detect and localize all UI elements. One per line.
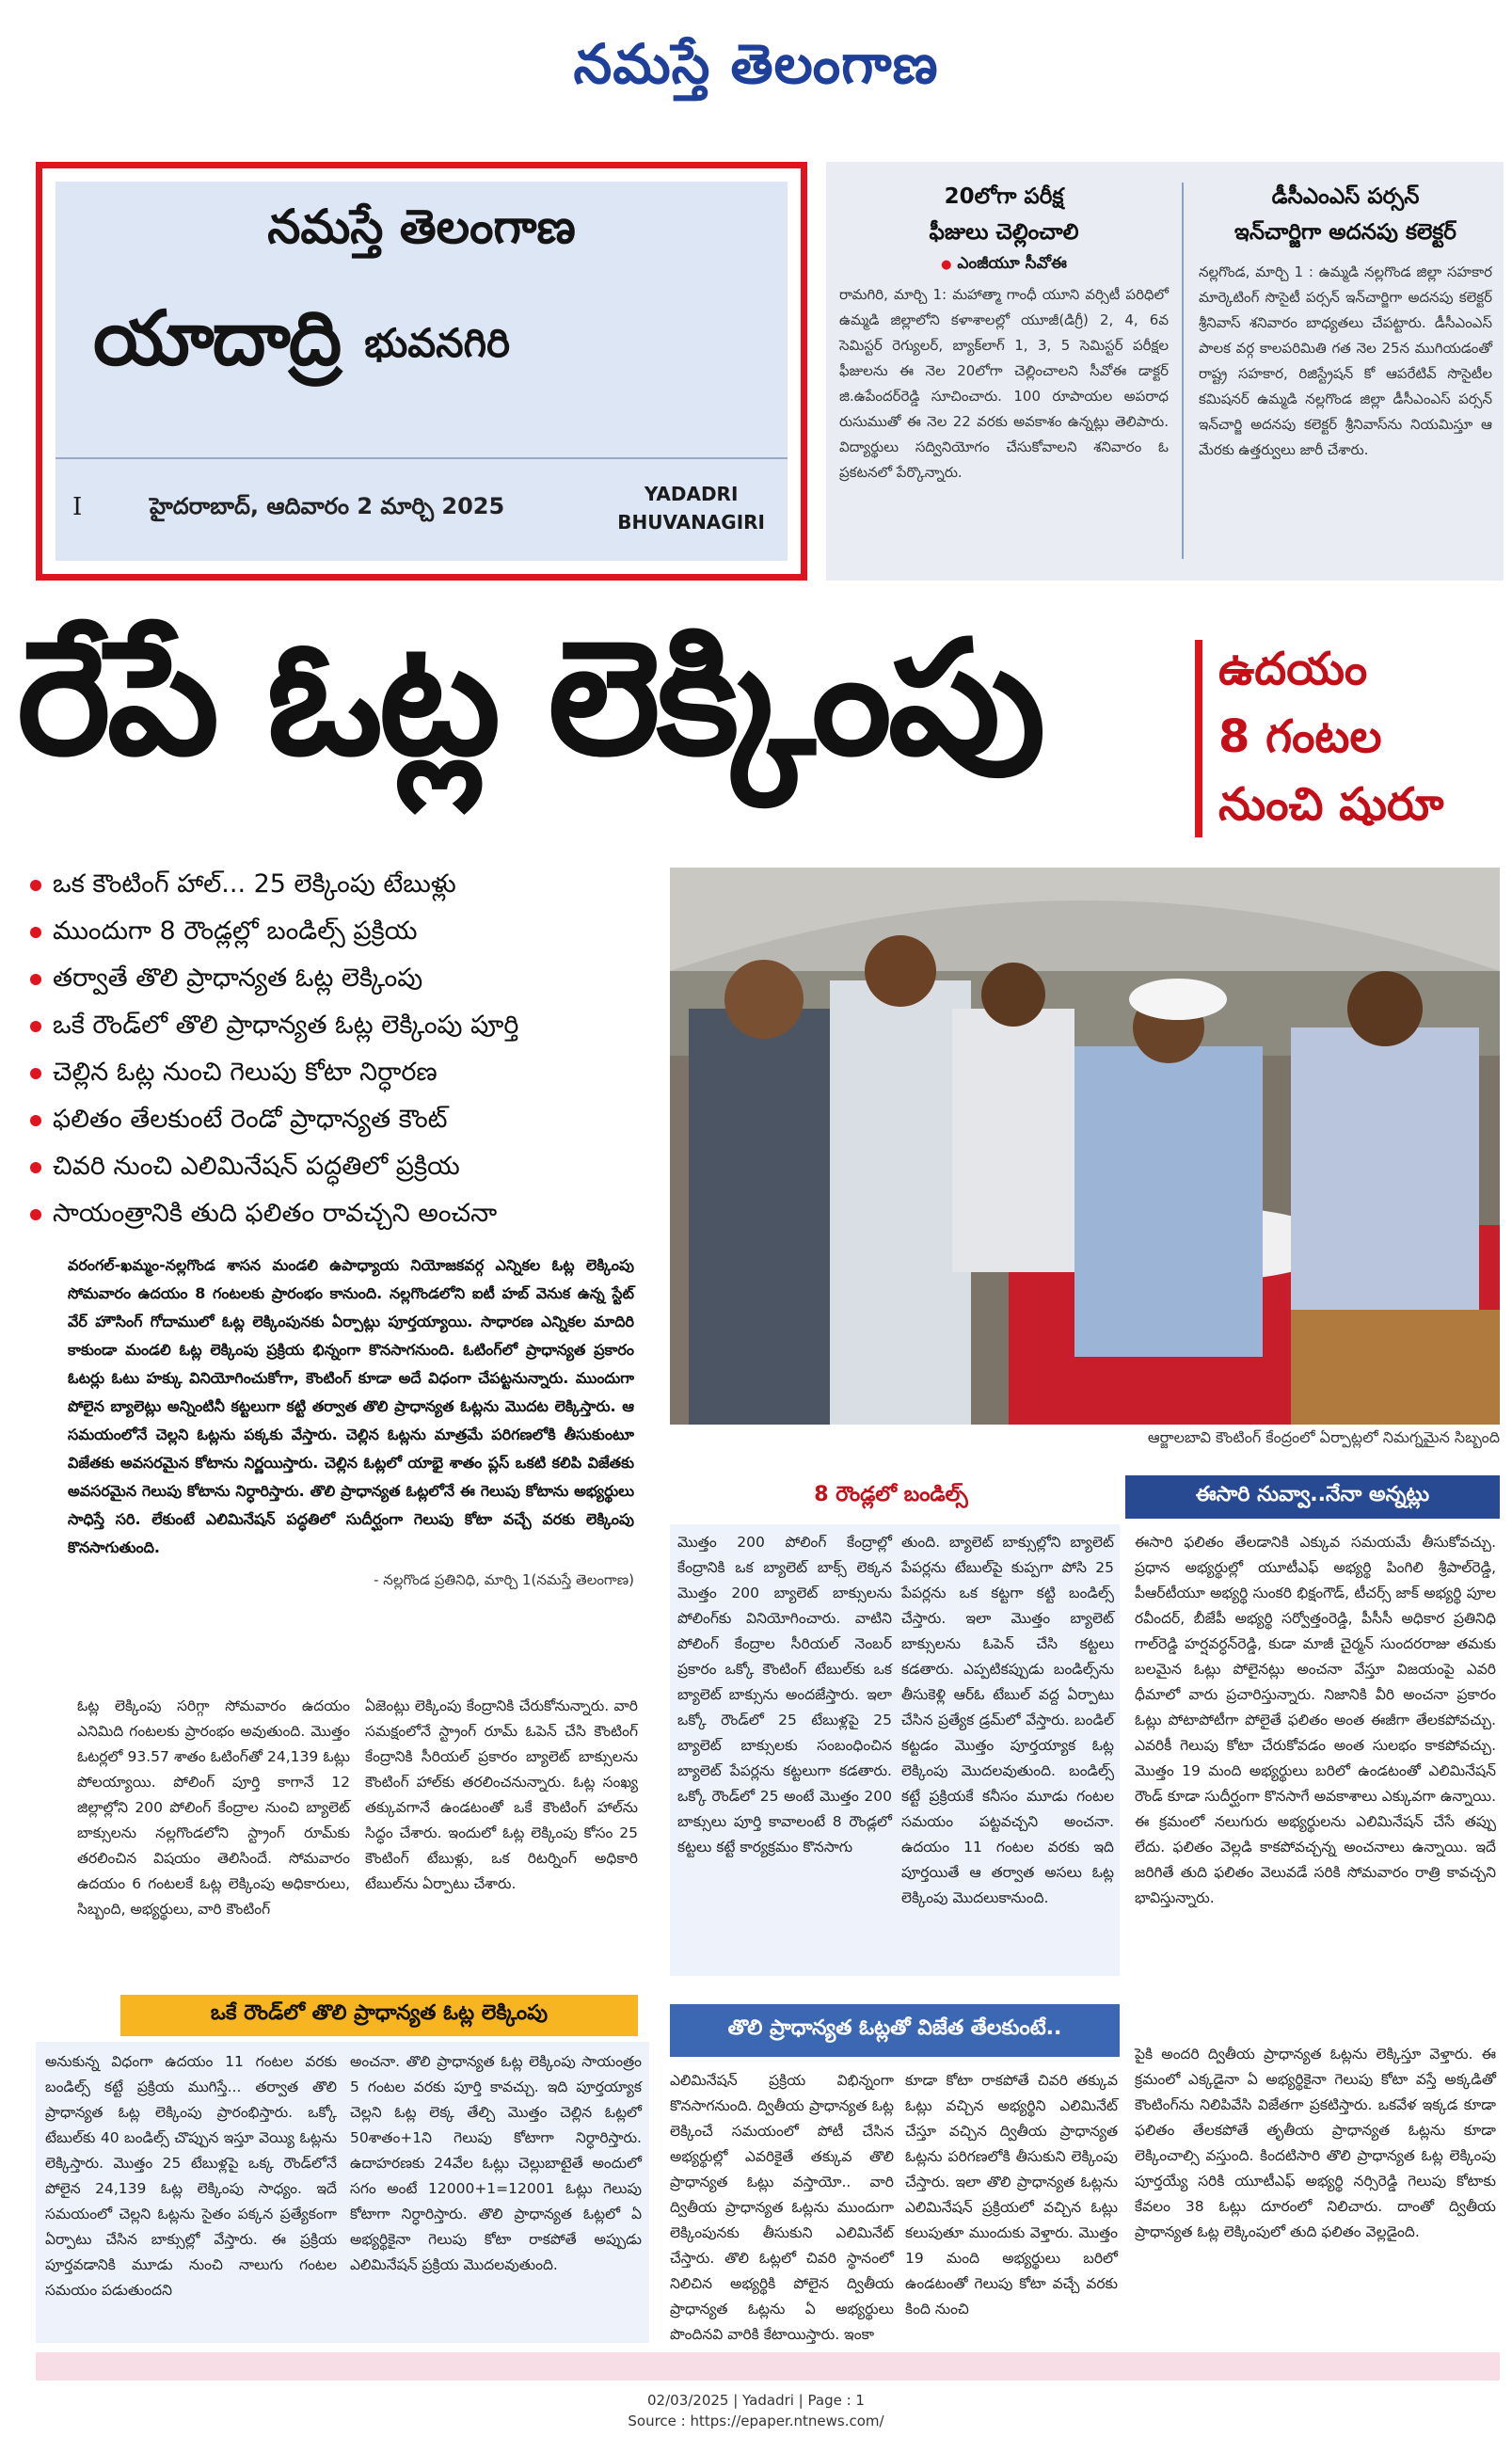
masthead	[0, 0, 1512, 141]
lead-article	[68, 1251, 634, 1592]
highlights-list	[28, 861, 649, 1237]
article-column: ఓట్ల లెక్కింపు సరిగ్గా సోమవారం ఉదయం ఎనిమిది గంటలకు ప్రారంభం అవుతుంది. మొత్తం ఓటర్లలో 93.57 శాతం ఓటింగ్‌తో 24,139 ఓట్లు పోలయ్యాయి. పోలింగ్‌ పూర్తి కాగానే 12 జిల్లాల్లోని 200 పోలింగ్‌ కేంద్రాల నుంచి బ్యాలెట్‌ బాక్సులను నల్లగొండలోని స్ట్రాంగ్‌ రూమ్‌కు తరలించిన విషయం తెలిసిందే. సోమవారం ఉదయం 6 గంటలకే ఓట్ల లెక్కింపు అధికారులు, సిబ్బంది, అభ్యర్థులు, వారి కౌంటింగ్‌	[77, 1697, 350, 1918]
photo-caption: ఆర్జాలబావి కౌంటింగ్‌ కేంద్రంలో ఏర్పాట్లలో నిమగ్నమైన సిబ్బంది	[1147, 1428, 1500, 1446]
headline-kicker	[1218, 635, 1443, 838]
article-column: అంచనా. తొలి ప్రాధాన్యత ఓట్ల లెక్కింపు సాయంత్రం 5 గంటల వరకు పూర్తి కావచ్చు. ఇది పూర్తయ్యాక చెల్లని ఓట్ల లెక్క తేల్చి మొత్తం చెల్లిన ఓట్లలో 50శాతం+1ని గెలుపు కోటాగా నిర్ధారిస్తారు. ఉదాహరణకు 24వేల ఓట్లు చెల్లుబాటైతే అందులో సగం అంటే 12000+1=12001 ఓట్లు గెలుపు కోటాగా నిర్ధారిస్తారు. తొలి ప్రాధాన్యత ఓట్లలో ఏ అభ్యర్థికైనా గెలుపు కోటా రాకపోతే అప్పుడు ఎలిమినేషన్‌ ప్రక్రియ మొదలవుతుంది.	[350, 2053, 642, 2273]
brief-exam-fees	[839, 179, 1169, 486]
section-label-thistime: ఈసారి నువ్వా..నేనా అన్నట్లు	[1125, 1475, 1500, 1519]
brief-area	[826, 162, 1504, 581]
edition-footer	[56, 457, 788, 561]
edition-place-line1: YADADRI	[644, 483, 739, 505]
lead-body: వరంగల్‌-ఖమ్మం-నల్లగొండ శాసన మండలి ఉపాధ్యాయ నియోజకవర్గ ఎన్నికల ఓట్ల లెక్కింపు సోమవారం ఉదయం 8 గంటలకు ప్రారంభం కానుంది. నల్లగొండలోని ఐటీ హబ్‌ వెనుక ఉన్న స్టేట్‌ వేర్‌ హౌసింగ్‌ గోదాములో ఓట్ల లెక్కింపునకు ఏర్పాట్లు పూర్తయ్యాయి. సాధారణ ఎన్నికల మాదిరి కాకుండా మండలి ఓట్ల లెక్కింపు ప్రక్రియ భిన్నంగా కొనసాగనుంది. ఓటింగ్‌లో ప్రాధాన్యత ప్రకారం ఓటర్లు ఓటు హక్కు వినియోగించుకోగా, కౌంటింగ్‌ కూడా అదే విధంగా చేపట్టనున్నారు. ముందుగా పోలైన బ్యాలెట్లు అన్నింటినీ కట్టలుగా కట్టి తర్వాత తొలి ప్రాధాన్యత ఓట్లను మొదట లెక్కిస్తారు. ఆ సమయంలోనే చెల్లని ఓట్లను పక్కకు వేస్తారు. చెల్లిన ఓట్లను మాత్రమే పరిగణలోకి తీసుకుంటూ విజేతకు అవసరమైన కోటాను నిర్ణయిస్తారు. చెల్లిన ఓట్లలో యాభై శాతం ప్లస్‌ ఒకటి కలిపి విజేతకు అవసరమైన గెలుపు కోటాను నిర్ధారిస్తారు. తొలి ప్రాధాన్యత ఓట్లలోనే ఈ గెలుపు కోటాను అభ్యర్థులు సాధిస్తే సరి. లేకుంటే ఎలిమినేషన్‌ పద్ధతిలో సుదీర్ఘంగా గెలుపు కోటా వచ్చే వరకు లెక్కింపు కొనసాగుతుంది.	[68, 1256, 634, 1556]
section-label-firstpref: తొలి ప్రాధాన్యత ఓట్లతో విజేత తేలకుంటే..	[670, 2004, 1120, 2057]
article-column: తుంది. బ్యాలెట్‌ బాక్సుల్లోని బ్యాలెట్‌ పేపర్లను టేబుల్‌పై కుప్పగా పోసి 25 పేపర్లను ఒక కట్టగా కట్టి బండిల్స్‌ చేస్తారు. ఇలా మొత్తం బ్యాలెట్‌ బాక్సులను ఓపెన్‌ చేసి కట్టలు కడతారు. ఎప్పటికప్పుడు బండిల్స్‌ను తీసుకెళ్లి ఆర్‌ఓ టేబుల్‌ వద్ద ఏర్పాటు చేసిన ప్రత్యేక డ్రమ్‌లో వేస్తారు. బండిల్‌ కట్టడం మొత్తం పూర్తయ్యాక ఓట్ల లెక్కింపు మొదలవుతుంది. బండిల్స్‌ కట్టే ప్రక్రియకే కనీసం మూడు గంటల సమయం పట్టవచ్చని అంచనా. ఉదయం 11 గంటల వరకు ఇది పూర్తయితే ఆ తర్వాత అసలు ఓట్ల లెక్కింపు మొదలుకానుంది.	[901, 1534, 1114, 1906]
article-column: ఈసారి ఫలితం తేలడానికి ఎక్కువ సమయమే తీసుకోవచ్చు. ప్రధాన అభ్యర్థుల్లో యూటీఎఫ్‌ అభ్యర్థి పింగిలి శ్రీపాల్‌రెడ్డి, పీఆర్‌టీయూ అభ్యర్థి సుంకరి భిక్షంగౌడ్‌, టీచర్స్‌ జాక్‌ అభ్యర్థి పూల రవీందర్‌, బీజేపీ అభ్యర్థి సర్వోత్తంరెడ్డి, పీసీసీ అధికార ప్రతినిధి గాల్‌రెడ్డి హర్షవర్ధన్‌రెడ్డి, కుడా మాజీ చైర్మన్‌ సుందరరాజు తమకు బలమైన ఓట్లు పోలైనట్లు అంచనా వేస్తూ విజయంపై ఎవరి ధీమాలో వారు ప్రచారిస్తున్నారు. నిజానికి వీరి అంచనా ప్రకారం ఓట్లు పోటాపోటీగా పోలైతే ఫలితం అంత ఈజీగా తేలకపోవచ్చు. ఎవరికీ గెలుపు కోటా చేరుకోవడం అంత సులభం కాకపోవచ్చు. మొత్తం 19 మంది అభ్యర్థులు బరిలో ఉండటంతో ఎలిమినేషన్‌ రౌండ్‌ కూడా సుదీర్ఘంగా కొనసాగే అవకాశాలు ఎక్కువగా ఉన్నాయి. ఈ క్రమంలో నలుగురు అభ్యర్థులను ఎలిమినేషన్‌ చేసే తప్పు లేదు. ఫలితం వెల్లడి కాకపోవచ్చన్న అంచనాలు ఉన్నాయి. ఇదే జరిగితే తుది ఫలితం వెలువడే సరికి సోమవారం రాత్రి కావచ్చని భావిస్తున్నారు.	[1135, 1534, 1496, 1906]
article-column: అనుకున్న విధంగా ఉదయం 11 గంటల వరకు బండిల్స్‌ కట్టే ప్రక్రియ ముగిస్తే... తర్వాత తొలి ప్రాధాన్యత ఓట్ల లెక్కింపు ప్రారంభిస్తారు. ఒక్కో టేబుల్‌కు 40 బండిల్స్‌ చొప్పున ఇస్తూ వెయ్యి ఓట్లను లెక్కిస్తారు. మొత్తం 25 టేబుళ్లపై ఒక్క రౌండ్‌లోనే పోలైన 24,139 ఓట్ల లెక్కింపు సాధ్యం. ఇదే సమయంలో చెల్లని ఓట్లను సైతం పక్కన ప్రత్యేకంగా ఏర్పాటు చేసిన బాక్సుల్లో వేస్తారు. ఈ ప్రక్రియ పూర్తవడానికి మూడు నుంచి నాలుగు గంటల సమయం పడుతుందని	[45, 2053, 337, 2299]
edition-date: హైదరాబాద్‌, ఆదివారం 2 మార్చి 2025	[150, 493, 505, 519]
article-column: కూడా కోటా రాకపోతే చివరి తక్కువ ఓట్లు వచ్చిన అభ్యర్థిని ఎలిమినేట్‌ చేస్తూ వచ్చిన ద్వితీయ ప్రాధాన్యత ఓట్లను పరిగణలోకి తీసుకుని లెక్కింపు చేస్తారు. ఇలా తొలి ప్రాధాన్యత ఓట్లను ఎలిమినేషన్‌ ప్రక్రియలో వచ్చిన ఓట్లు కలుపుతూ ముందుకు వెళ్తారు. మొత్తం 19 మంది అభ్యర్థులు బరిలో ఉండటంతో గెలుపు కోటా వచ్చే వరకు కింది నుంచి	[905, 2072, 1118, 2318]
edition-box	[36, 162, 807, 581]
counting-center-photo	[670, 868, 1500, 1425]
edition-district-sub: భువనగిరి	[364, 319, 511, 366]
brief-body: రామగిరి, మార్చి 1: మహాత్మా గాంధీ యూని వర్సిటీ పరిధిలో ఉమ్మడి జిల్లాలోని కళాశాలల్లో యూజీ(డిగ్రీ) 2, 4, 6వ సెమిస్టర్‌ రెగ్యులర్‌, బ్యాక్‌లాగ్‌ 1, 3, 5 సెమిస్టర్‌ పరీక్షల ఫీజులను ఈ నెల 20లోగా చెల్లించాలని సీవోఈ డాక్టర్‌ జి.ఉపేందర్‌రెడ్డి సూచించారు. 100 రూపాయల అపరాధ రుసుముతో ఈ నెల 22 వరకు అవకాశం ఉన్నట్లు తెలిపారు. విద్యార్థులు సద్వినియోగం చేసుకోవాలని శనివారం ఓ ప్రకటనలో పేర్కొన్నారు.	[839, 286, 1169, 481]
main-headline: రేపే ఓట్ల లెక్కింపు	[17, 606, 1042, 790]
highlight-item: చెల్లిన ఓట్ల నుంచి గెలుపు కోటా నిర్ధారణ	[28, 1049, 649, 1096]
highlight-item: సాయంత్రానికి తుది ఫలితం రావచ్చని అంచనా	[28, 1190, 649, 1237]
highlight-item: ఒకే రౌండ్‌లో తొలి ప్రాధాన్యత ఓట్ల లెక్కింపు పూర్తి	[28, 1002, 649, 1049]
article-column: పైకి అందరి ద్వితీయ ప్రాధాన్యత ఓట్లను లెక్కిస్తూ వెళ్తారు. ఈ క్రమంలో ఎక్కడైనా ఏ అభ్యర్థికైనా గెలుపు కోటా వస్తే అక్కడితో కౌంటింగ్‌ను నిలిపివేసి విజేతగా ప్రకటిస్తారు. ఒకవేళ ఇక్కడ కూడా ఫలితం తేలకపోతే తృతీయ ప్రాధాన్యత ఓట్లను కూడా లెక్కించాల్సి వస్తుంది. కిందటిసారి తొలి ప్రాధాన్యత ఓట్ల లెక్కింపు పూర్తయ్యే సరికి యూటీఎఫ్‌ అభ్యర్థి నర్సిరెడ్డి గెలుపు కోటాకు కేవలం 38 ఓట్లు దూరంలో నిలిచారు. దాంతో ద్వితీయ ప్రాధాన్యత ఓట్ల లెక్కింపులో తుది ఫలితం వెల్లడైంది.	[1135, 2046, 1496, 2240]
edition-place	[617, 480, 765, 536]
brief-headline: ఫీజులు చెల్లించాలి	[929, 220, 1079, 245]
photo-illustration	[670, 868, 1500, 1425]
brief-headline: 20లోగా పరీక్ష	[944, 184, 1064, 209]
edition-district-main: యాదాద్రి	[93, 295, 341, 382]
article-column: మొత్తం 200 పోలింగ్‌ కేంద్రాల్లో కేంద్రానికి ఒక బ్యాలెట్‌ బాక్స్‌ లెక్కన మొత్తం 200 బ్యాలెట్‌ బాక్సులను పోలింగ్‌కు వినియోగించారు. వాటిని పోలింగ్‌ కేంద్రాల సీరియల్‌ నెంబర్‌ ప్రకారం ఒక్కో కౌంటింగ్‌ టేబుల్‌కు ఒక బ్యాలెట్‌ బాక్సును అందజేస్తారు. ఇలా ఒక్కో రౌండ్‌లో 25 టేబుళ్లపై 25 బ్యాలెట్‌ బాక్సులకు సంబంధించిన బ్యాలెట్‌ పేపర్లను కట్టలుగా కడతారు. ఒక్కో రౌండ్‌లో 25 అంటే మొత్తం 200 బాక్సులు పూర్తి కావాలంటే 8 రౌండ్లలో కట్టలు కట్టే కార్యక్రమం కొనసాగు	[677, 1534, 892, 1856]
brief-headline: డీసీఎంఎస్‌ పర్సన్‌	[1271, 184, 1420, 209]
edition-paper-name: నమస్తే తెలంగాణ	[267, 199, 576, 254]
highlight-item: ముందుగా 8 రౌండ్లల్లో బండిల్స్‌ ప్రక్రియ	[28, 908, 649, 955]
kicker-line: ఉదయం	[1218, 643, 1368, 695]
brief-dcms	[1199, 179, 1492, 463]
highlight-item: చివరి నుంచి ఎలిమినేషన్‌ పద్ధతిలో ప్రక్రియ	[28, 1143, 649, 1190]
section-label-oneround: ఒకే రౌండ్‌లో తొలి ప్రాధాన్యత ఓట్ల లెక్కింపు	[120, 1995, 638, 2036]
page-footer	[0, 2390, 1512, 2431]
article-column: ఎలిమినేషన్‌ ప్రక్రియ విభిన్నంగా కొనసాగనుంది. ద్వితీయ ప్రాధాన్యత ఓట్ల లెక్కించే సమయంలో పోటీ చేసిన అభ్యర్థుల్లో ఎవరికైతే తక్కువ తొలి ప్రాధాన్యత ఓట్లు వస్తాయో.. వారి ద్వితీయ ప్రాధాన్యత ఓట్లను ముందుగా లెక్కింపునకు తీసుకుని ఎలిమినేట్‌ చేస్తారు. తొలి ఓట్లలో చివరి స్థానంలో నిలిచిన అభ్యర్థికి పోలైన ద్వితీయ ప్రాధాన్యత ఓట్లను ఏ అభ్యర్థులు పొందినవి వారికి కేటాయిస్తారు. ఇంకా	[670, 2072, 894, 2343]
brief-headline: ఇన్‌చార్జిగా అదనపు కలెక్టర్‌	[1234, 220, 1456, 245]
article-column: ఏజెంట్లు లెక్కింపు కేంద్రానికి చేరుకోనున్నారు. వారి సమక్షంలోనే స్ట్రాంగ్‌ రూమ్‌ ఓపెన్‌ చేసి కౌంటింగ్‌ కేంద్రానికి సీరియల్‌ ప్రకారం బ్యాలెట్‌ బాక్సులను కౌంటింగ్‌ హాల్‌కు తరలించనున్నారు. ఓట్ల సంఖ్య తక్కువగానే ఉండటంతో ఒకే కౌంటింగ్‌ హాల్‌ను సిద్ధం చేశారు. ఇందులో ఓట్ల లెక్కింపు కోసం 25 కౌంటింగ్‌ టేబుళ్లు, ఒక రిటర్నింగ్‌ అధికారి టేబుల్‌ను ఏర్పాటు చేశారు.	[365, 1697, 638, 1892]
highlight-item: ఫలితం తేలకుంటే రెండో ప్రాధాన్యత కౌంట్‌	[28, 1096, 649, 1143]
kicker-line: 8 గంటల	[1218, 710, 1382, 763]
masthead-title: నమస్తే తెలంగాణ	[573, 31, 939, 96]
kicker-line: నుంచి షురూ	[1218, 778, 1444, 831]
edition-panel	[56, 182, 788, 561]
edition-district	[93, 295, 510, 401]
footer-strip	[36, 2352, 1500, 2381]
footer-source: Source : https://epaper.ntnews.com/	[628, 2413, 884, 2429]
edition-place-line2: BHUVANAGIRI	[617, 511, 765, 534]
section-label-rounds: 8 రౌండ్లలో బండిల్స్‌	[670, 1475, 1112, 1519]
brief-divider	[1182, 183, 1184, 559]
edition-number: I	[72, 493, 83, 521]
brief-body: నల్లగొండ, మార్చి 1 : ఉమ్మడి నల్లగొండ జిల్లా సహకార మార్కెటింగ్‌ సొసైటీ పర్సన్‌ ఇన్‌చార్జిగా అదనపు కలెక్టర్‌ శ్రీనివాస్‌ శనివారం బాధ్యతలు చేపట్టారు. డీసీఎంఎస్‌ పాలక వర్గ కాలపరిమితి గత నెల 25న ముగియడంతో రాష్ట్ర సహకార, రిజిస్ట్రేషన్‌ కో ఆపరేటివ్‌ సొసైటీల కమిషనర్‌ ఉమ్మడి నల్లగొండ జిల్లా డీసీఎంఎస్‌ పర్సన్‌ ఇన్‌చార్జి అదనపు కలెక్టర్‌ శ్రీనివాస్‌ను నియమిస్తూ ఆ మేరకు ఉత్తర్వులు జారీ చేశారు.	[1199, 263, 1492, 458]
kicker-bar	[1195, 640, 1202, 837]
footer-page-info: 02/03/2025 | Yadadri | Page : 1	[647, 2392, 865, 2409]
brief-subhead: ● ఎంజీయూ సీవోఈ	[839, 254, 1169, 277]
highlight-item: తర్వాతే తొలి ప్రాధాన్యత ఓట్ల లెక్కింపు	[28, 955, 649, 1002]
highlight-item: ఒక కౌంటింగ్‌ హాల్‌... 25 లెక్కింపు టేబుళ్లు	[28, 861, 649, 908]
lead-credit: - నల్లగొండ ప్రతినిధి, మార్చి 1(నమస్తే తెలంగాణ)	[374, 1571, 634, 1588]
